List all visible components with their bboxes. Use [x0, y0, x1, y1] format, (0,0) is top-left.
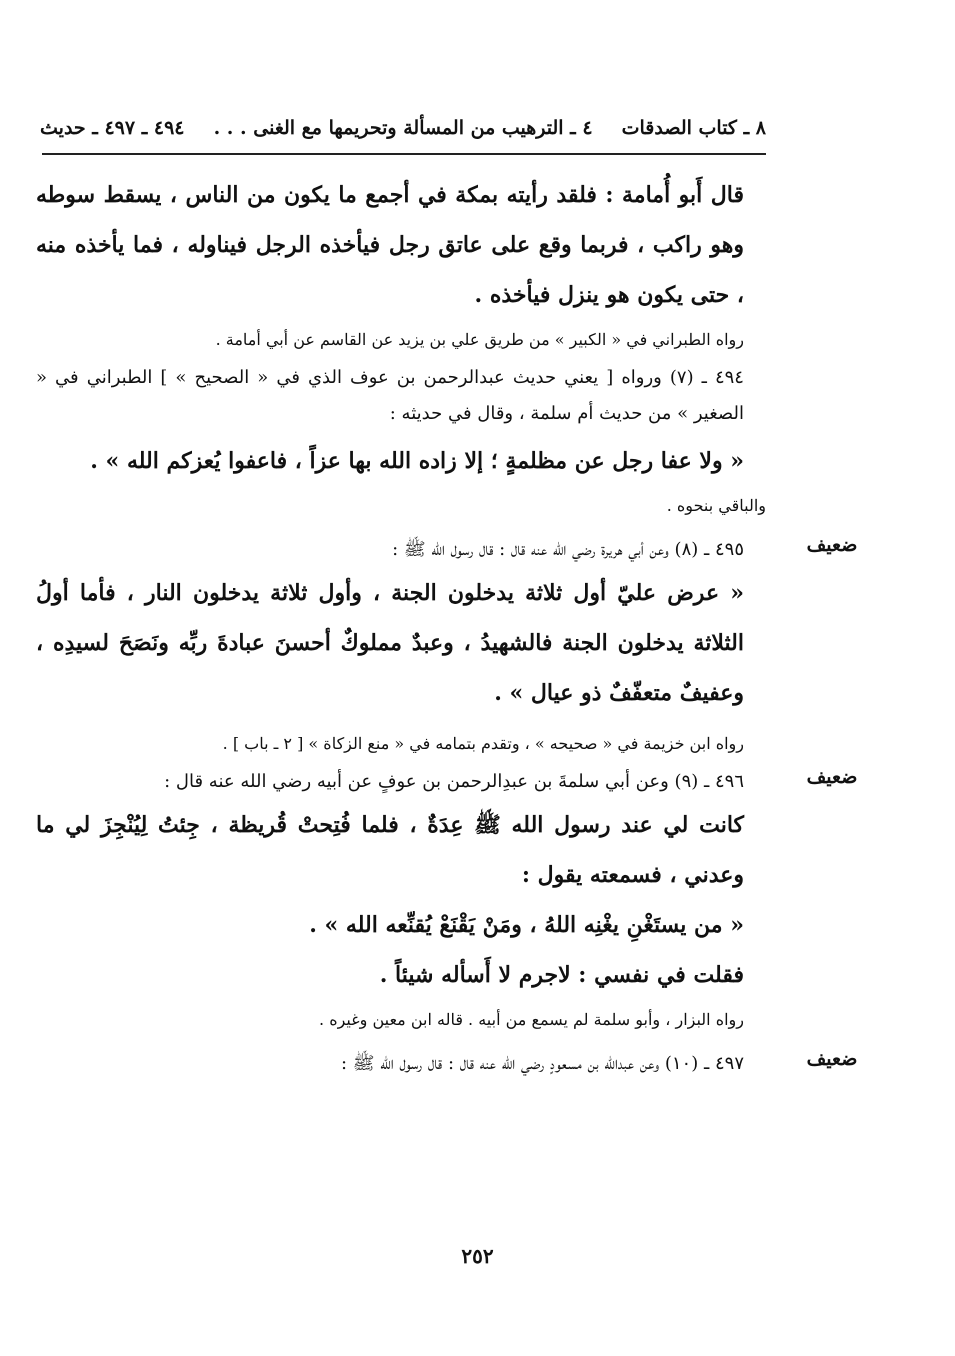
- hadith-495-intro: ٤٩٥ ـ (٨) وعن أبي هريرة رضي الله عنه قال : قال رسول الله ﷺ :: [392, 539, 744, 560]
- hadith-495: [36, 532, 858, 568]
- page-number: ٢٥٢: [461, 1244, 494, 1268]
- hadith-494-text: « ولا عفا رجل عن مظلمةٍ ؛ إلا زاده الله بها عزاً ، فاعفوا يُعزكم الله » .: [90, 448, 744, 474]
- hadith-497: [36, 1046, 858, 1082]
- hadith-496-text: كانت لي عند رسول الله ﷺ عِدَةٌ ، فلما فُتِحتْ قُريظة ، جِئتُ لِيُنْجِزَ لي ما وعدني ، فسمعته يقول :: [36, 812, 744, 888]
- header-hadith-range: ٤٩٤ ـ ٤٩٧ ـ حديث: [40, 117, 185, 139]
- hadith-496-quote: « من يستَغْنِ يغْنِه اللهُ ، ومَنْ يَقْنَعْ يُقنِّعه الله » .: [309, 912, 744, 938]
- source-note: رواه ابن خزيمة في « صحيحه » ، وتقدم بتمامه في « منع الزكاة » [ ٢ ـ باب ] .: [222, 734, 744, 753]
- source-note: رواه الطبراني في « الكبير » من طريق علي بن يزيد عن القاسم عن أبي أمامة .: [215, 330, 744, 349]
- hadith-495-text: « عرض عليّ أول ثلاثة يدخلون الجنة ، وأول ثلاثة يدخلون النار ، فأما أولُ الثلاثة يدخلون الجنة فالشهيدُ ، وعبدٌ مملوكٌ أحسنَ عبادةَ ربِّه ونَصَحَ لسيدِه ، وعفيفٌ متعفّفٌ ذو عيال » .: [36, 580, 744, 706]
- hadith-494-intro: ٤٩٤ ـ (٧) ورواه [ يعني حديث عبدالرحمن بن عوف الذي في « الصحيح » ] الطبراني في « الصغير » من حديث أم سلمة ، وقال في حديثه :: [36, 367, 744, 424]
- header-book-title: ٨ ـ كتاب الصدقات: [621, 117, 766, 139]
- grade-label: ضعيف: [806, 766, 858, 788]
- hadith-497-intro: ٤٩٧ ـ (١٠) وعن عبدالله بن مسعودٍ رضي الله عنه قال : قال رسول الله ﷺ :: [340, 1053, 744, 1074]
- hadith-496-intro: ٤٩٦ ـ (٩) وعن أبي سلمةَ بن عبدِالرحمن بن عوفٍ عن أبيه رضي الله عنه قال :: [164, 771, 744, 792]
- running-header: [40, 108, 766, 148]
- narration-text: قال أَبو أُمامة : فلقد رأيته بمكة في أجمع ما يكون من الناس ، يسقط سوطه وهو راكب ، فربما وقع على عاتق رجل فيأخذه الرجل فيناوله ، فما يأخذه منه ، حتى يكون هو ينزل فيأخذه .: [36, 182, 744, 308]
- grade-label: ضعيف: [806, 1048, 858, 1070]
- grade-label: ضعيف: [806, 534, 858, 556]
- header-chapter-title: ٤ ـ الترهيب من المسألة وتحريمها مع الغنى . . .: [213, 117, 593, 139]
- hadith-496-statement: فقلت في نفسي : لاجرم لا أَسأله شيئاً .: [379, 962, 744, 988]
- page-body: [36, 170, 858, 1082]
- hadith-496: [36, 764, 858, 800]
- header-divider: [42, 153, 766, 155]
- source-note: رواه البزار ، وأبو سلمة لم يسمع من أبيه . قاله ابن معين وغيره .: [319, 1010, 744, 1029]
- hadith-494-note: والباقي بنحوه .: [666, 496, 766, 515]
